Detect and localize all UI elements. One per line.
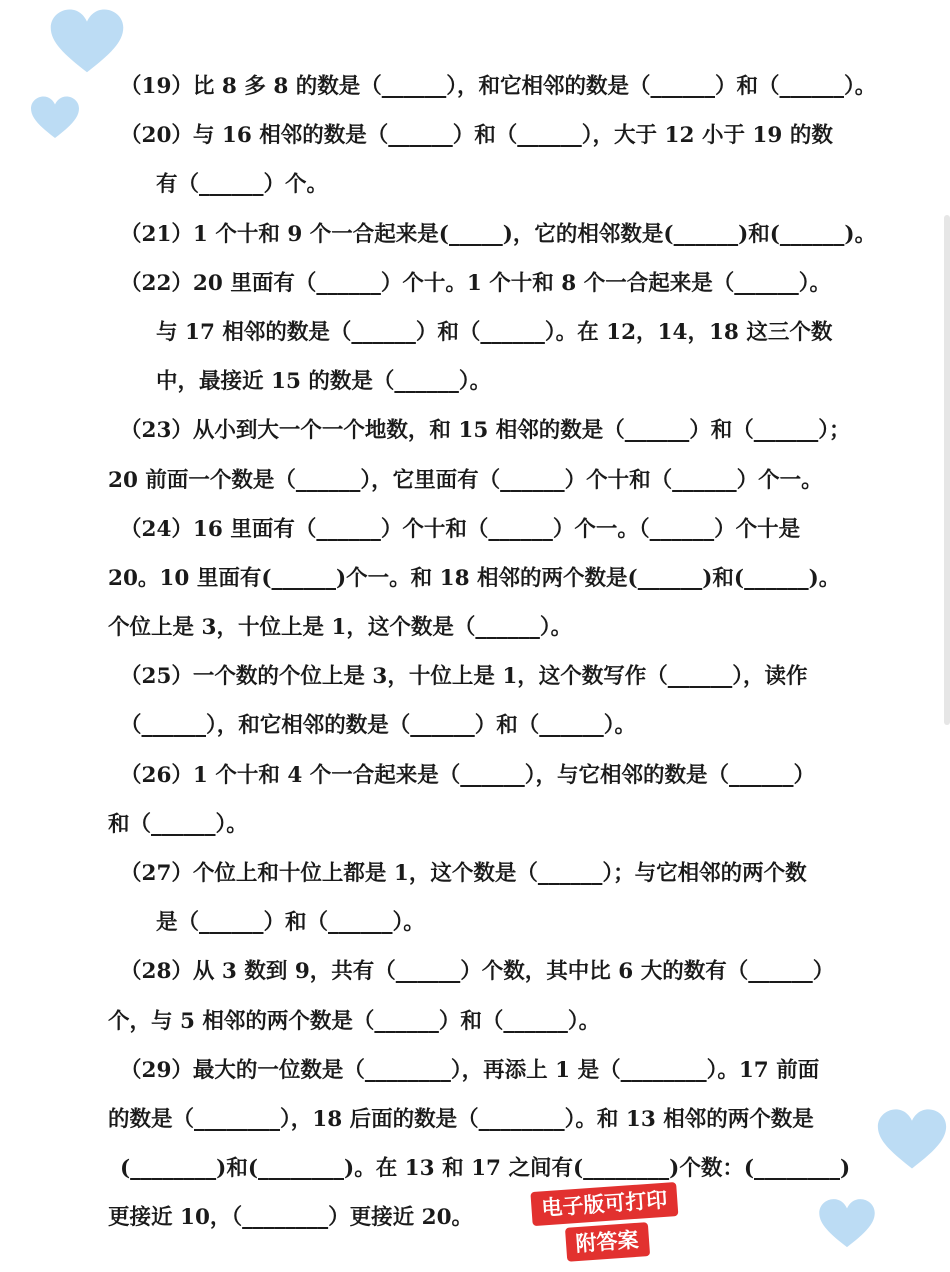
question-line: 的数是（________），18 后面的数是（________）。和 13 相邻的两个数是 [108,1106,814,1132]
question-line: （26）1 个十和 4 个一合起来是（______），与它相邻的数是（______） [120,762,816,788]
question-list [108,62,888,1243]
question-line: 更接近 10，（________）更接近 20。 [108,1205,474,1231]
question-line: （29）最大的一位数是（________），再添上 1 是（________）。17 前面 [120,1057,820,1083]
stamp-line-1: 电子版可打印 [530,1182,678,1226]
question-line: （23）从小到大一个一个地数，和 15 相邻的数是（______）和（______）； [120,418,851,444]
question-line: （______），和它相邻的数是（______）和（______）。 [120,713,637,739]
question-line: （22）20 里面有（______）个十。1 个十和 8 个一合起来是（______）。 [120,270,831,296]
question-line: （28）从 3 数到 9，共有（______）个数，其中比 6 大的数有（______） [120,959,835,985]
stamp-line-2: 附答案 [564,1222,649,1262]
question-line: 20。10 里面有(______)个一。和 18 相邻的两个数是(______)和(______)。 [108,565,841,591]
question-line: (________)和(________)。在 13 和 17 之间有(________)个数：(________) [120,1156,851,1182]
print-stamp [524,1182,687,1272]
question-line: 是（______）和（______）。 [156,910,425,936]
question-line: （24）16 里面有（______）个十和（______）个一。（______）个十是 [120,516,801,542]
question-line: （27）个位上和十位上都是 1，这个数是（______）；与它相邻的两个数 [120,861,807,886]
question-line: （20）与 16 相邻的数是（______）和（______），大于 12 小于 19 的数 [120,123,833,149]
question-line: 个位上是 3，十位上是 1，这个数是（______）。 [108,615,573,641]
scrollbar[interactable] [944,215,950,725]
question-line: （19）比 8 多 8 的数是（______），和它相邻的数是（______）和（______）。 [120,74,877,99]
question-line: 与 17 相邻的数是（______）和（______）。在 12，14，18 这三个数 [156,319,833,345]
question-line: （21）1 个十和 9 个一合起来是(_____)，它的相邻数是(______)和(______)。 [120,221,877,247]
question-line: （25）一个数的个位上是 3，十位上是 1，这个数写作（______），读作 [120,664,808,690]
question-line: 有（______）个。 [156,172,329,198]
heart-decoration-left [30,95,80,141]
question-line: 20 前面一个数是（______），它里面有（______）个十和（______）个一。 [108,467,823,493]
question-line: 个，与 5 相邻的两个数是（______）和（______）。 [108,1008,601,1034]
question-line: 中，最接近 15 的数是（______）。 [156,369,492,395]
question-line: 和（______）。 [108,811,248,837]
